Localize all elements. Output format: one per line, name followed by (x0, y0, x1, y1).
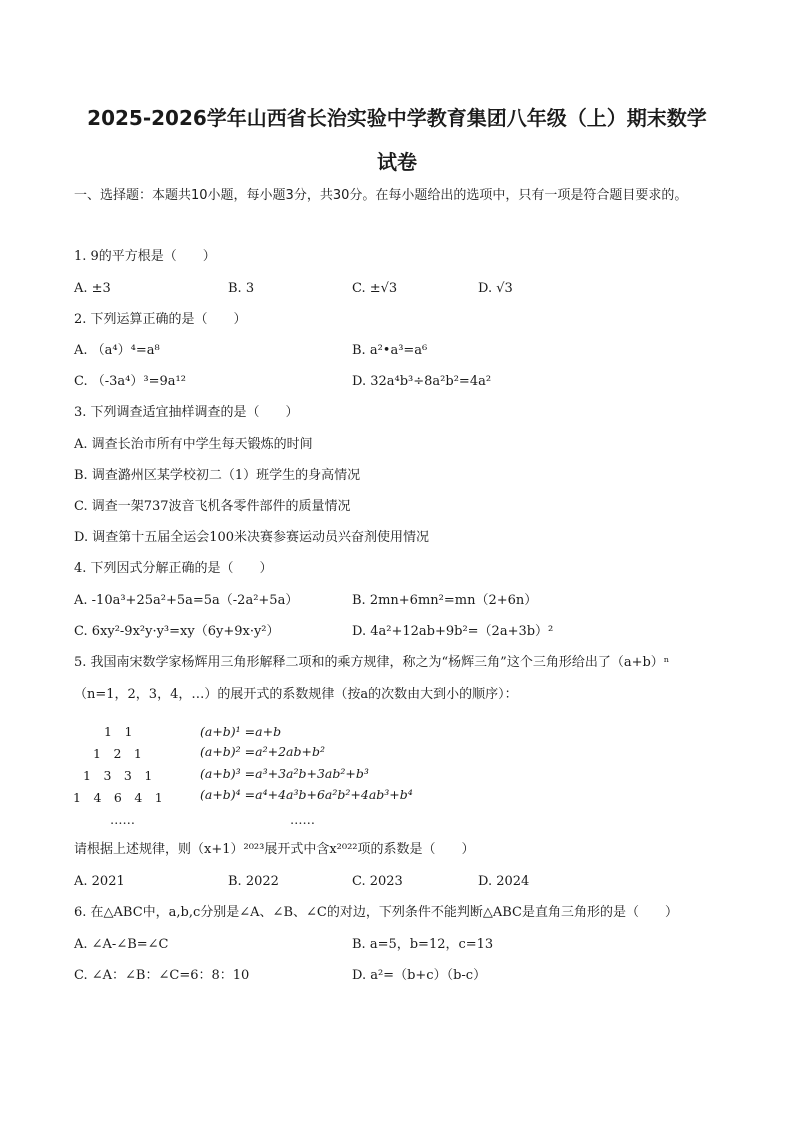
question-3-stem: 3. 下列调查适宜抽样调查的是（ ） (74, 405, 299, 420)
question-2-option-d: D. 32a⁴b³÷8a²b²=4a² (352, 374, 492, 389)
question-2-option-a: A. （a⁴）⁴=a⁸ (74, 343, 160, 358)
binomial-formula-3: (a+b)³ =a³+3a²b+3ab²+b³ (200, 766, 369, 781)
question-6-stem: 6. 在△ABC中，a,b,c分别是∠A、∠B、∠C的对边，下列条件不能判断△ABC是直角三角形的是（ ） (74, 905, 678, 920)
question-6-option-a: A. ∠A-∠B=∠C (74, 937, 169, 952)
question-3-option-d: D. 调查第十五届全运会100米决赛参赛运动员兴奋剂使用情况 (74, 530, 430, 545)
yanghui-row-3: 1 3 3 1 (83, 768, 153, 783)
question-1-option-c: C. ±√3 (352, 281, 398, 296)
question-3-option-a: A. 调查长治市所有中学生每天锻炼的时间 (74, 437, 313, 452)
question-5-stem-after: 请根据上述规律，则（x+1）²⁰²³展开式中含x²⁰²²项的系数是（ ） (74, 842, 475, 857)
yanghui-row-2: 1 2 1 (93, 746, 142, 761)
question-4-option-b: B. 2mn+6mn²=mn（2+6n） (352, 593, 538, 608)
question-5-option-c: C. 2023 (352, 874, 403, 889)
question-4-option-d: D. 4a²+12ab+9b²=（2a+3b）² (352, 624, 554, 639)
question-5-option-a: A. 2021 (74, 874, 125, 889)
question-1-stem: 1. 9的平方根是（ ） (74, 249, 216, 264)
binomial-formula-4: (a+b)⁴ =a⁴+4a³b+6a²b²+4ab³+b⁴ (200, 787, 413, 802)
question-6-option-c: C. ∠A：∠B：∠C=6：8：10 (74, 968, 250, 983)
question-3-option-c: C. 调查一架737波音飞机各零件部件的质量情况 (74, 499, 351, 514)
question-1-option-d: D. √3 (478, 281, 513, 296)
question-5-stem-line-1: 5. 我国南宋数学家杨辉用三角形解释二项和的乘方规律，称之为“杨辉三角”这个三角形给出了（a+b）ⁿ (74, 655, 670, 670)
binomial-formula-2: (a+b)² =a²+2ab+b² (200, 744, 325, 759)
question-4-option-c: C. 6xy²-9x²y·y³=xy（6y+9x·y²） (74, 624, 280, 639)
question-4-option-a: A. -10a³+25a²+5a=5a（-2a²+5a） (74, 593, 299, 608)
question-2-option-b: B. a²•a³=a⁶ (352, 343, 428, 358)
section-heading: 一、选择题：本题共10小题，每小题3分，共30分。在每小题给出的选项中，只有一项是符合题目要求的。 (74, 188, 688, 203)
question-6-option-d: D. a²=（b+c）（b-c） (352, 968, 487, 983)
question-2-option-c: C. （-3a⁴）³=9a¹² (74, 374, 186, 389)
question-4-stem: 4. 下列因式分解正确的是（ ） (74, 561, 273, 576)
question-1-option-b: B. 3 (228, 281, 255, 296)
question-6-option-b: B. a=5，b=12，c=13 (352, 937, 494, 952)
question-5-option-d: D. 2024 (478, 874, 530, 889)
binomial-formula-1: (a+b)¹ =a+b (200, 724, 282, 739)
question-5-stem-line-2: （n=1，2，3，4，…）的展开式的系数规律（按a的次数由大到小的顺序）： (74, 687, 518, 702)
exam-title-line-2: 试卷 (377, 150, 417, 174)
question-3-option-b: B. 调查潞州区某学校初二（1）班学生的身高情况 (74, 468, 361, 483)
exam-title-line-1: 2025-2026学年山西省长治实验中学教育集团八年级（上）期末数学 (87, 106, 707, 130)
binomial-formula-ellipsis: …… (290, 812, 315, 827)
yanghui-row-ellipsis: …… (110, 812, 135, 827)
question-5-option-b: B. 2022 (228, 874, 279, 889)
yanghui-row-1: 1 1 (104, 724, 133, 739)
yanghui-row-4: 1 4 6 4 1 (73, 790, 163, 805)
question-1-option-a: A. ±3 (74, 281, 111, 296)
question-2-stem: 2. 下列运算正确的是（ ） (74, 312, 247, 327)
